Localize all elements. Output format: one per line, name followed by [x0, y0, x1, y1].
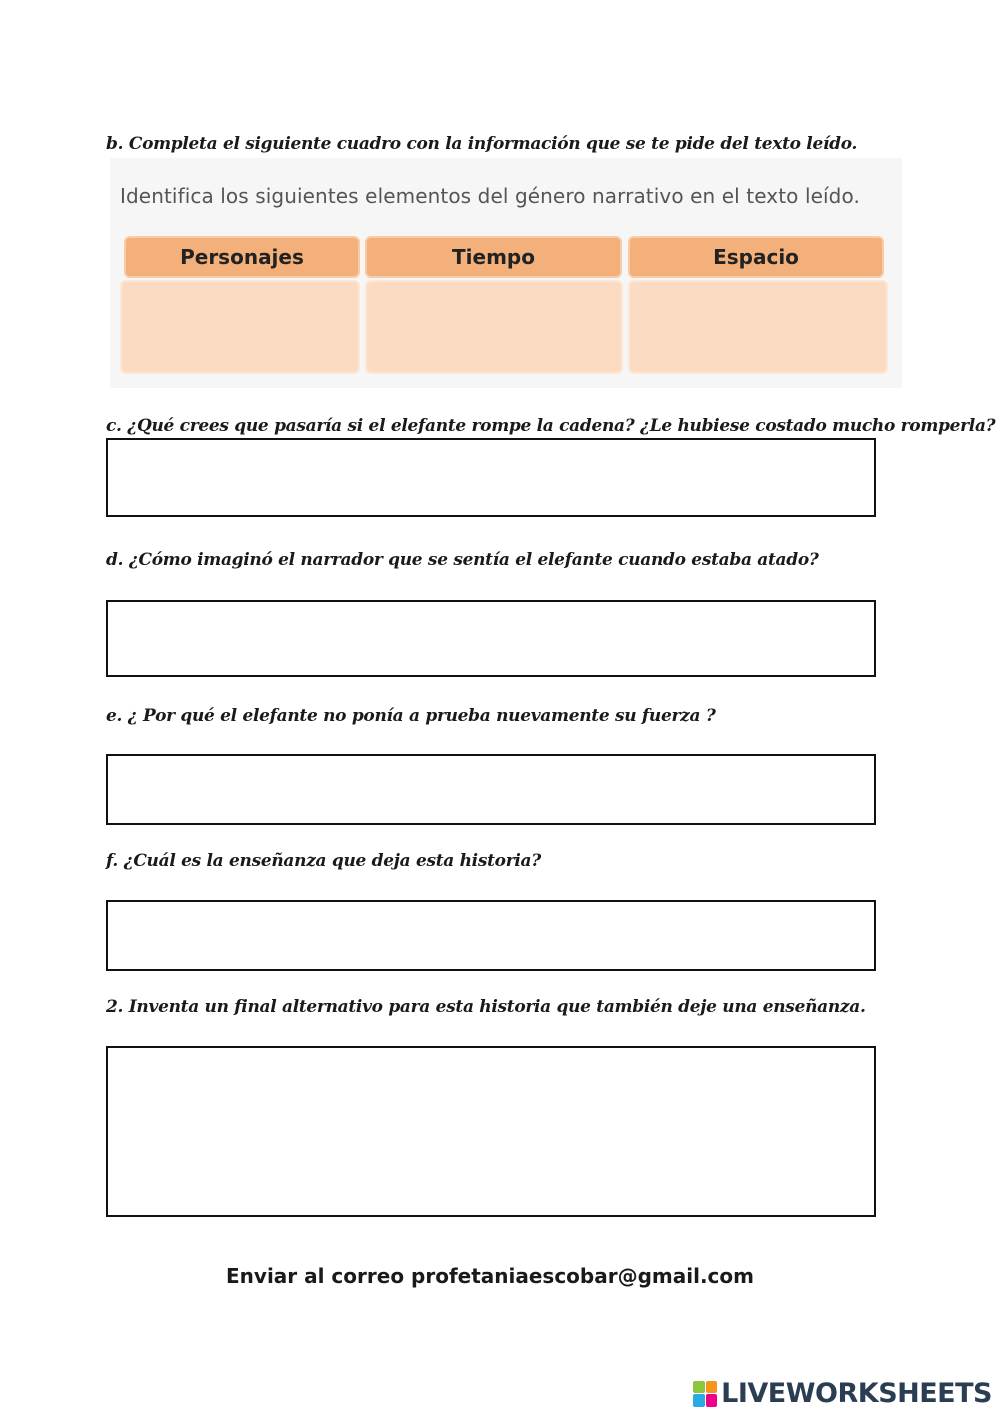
- brand-name: LIVEWORKSHEETS: [721, 1378, 992, 1409]
- question-b-label: b.: [106, 134, 124, 154]
- answer-cell-personajes[interactable]: [120, 280, 360, 374]
- question-b-text: Completa el siguiente cuadro con la información que se te pide del texto leído.: [128, 134, 858, 154]
- logo-square-1: [693, 1381, 705, 1394]
- answer-box-2[interactable]: [106, 1046, 876, 1217]
- question-b: [106, 134, 857, 154]
- question-c-label: c.: [106, 416, 122, 436]
- question-c: [106, 416, 995, 436]
- question-f-text: ¿Cuál es la enseñanza que deja esta historia?: [123, 851, 541, 871]
- question-e: [106, 706, 716, 726]
- header-tiempo: Tiempo: [365, 236, 622, 278]
- question-e-label: e.: [106, 706, 123, 726]
- question-2-text: Inventa un final alternativo para esta historia que también deje una enseñanza.: [128, 997, 866, 1017]
- question-f: [106, 851, 541, 871]
- question-d-text: ¿Cómo imaginó el narrador que se sentía el elefante cuando estaba atado?: [128, 550, 819, 570]
- liveworksheets-brand: [693, 1378, 992, 1409]
- question-2-label: 2.: [106, 997, 124, 1017]
- footer-email-instruction: Enviar al correo profetaniaescobar@gmail.com: [226, 1264, 754, 1288]
- answer-box-d[interactable]: [106, 600, 876, 677]
- answer-box-e[interactable]: [106, 754, 876, 825]
- answer-box-f[interactable]: [106, 900, 876, 971]
- header-personajes: Personajes: [124, 236, 360, 278]
- question-c-text: ¿Qué crees que pasaría si el elefante rompe la cadena? ¿Le hubiese costado mucho romperla?: [127, 416, 996, 436]
- question-f-label: f.: [106, 851, 119, 871]
- answer-cell-espacio[interactable]: [628, 280, 888, 374]
- logo-square-2: [706, 1381, 718, 1394]
- logo-square-4: [706, 1394, 718, 1407]
- answer-box-c[interactable]: [106, 438, 876, 517]
- narrative-elements-panel: [110, 158, 902, 388]
- question-d-label: d.: [106, 550, 124, 570]
- table-instruction: Identifica los siguientes elementos del género narrativo en el texto leído.: [120, 184, 860, 208]
- question-d: [106, 550, 819, 570]
- logo-square-3: [693, 1394, 705, 1407]
- liveworksheets-logo-icon: [693, 1381, 717, 1407]
- answer-cell-tiempo[interactable]: [365, 280, 623, 374]
- question-e-text: ¿ Por qué el elefante no ponía a prueba nuevamente su fuerza ?: [127, 706, 716, 726]
- header-espacio: Espacio: [628, 236, 884, 278]
- question-2: [106, 997, 866, 1017]
